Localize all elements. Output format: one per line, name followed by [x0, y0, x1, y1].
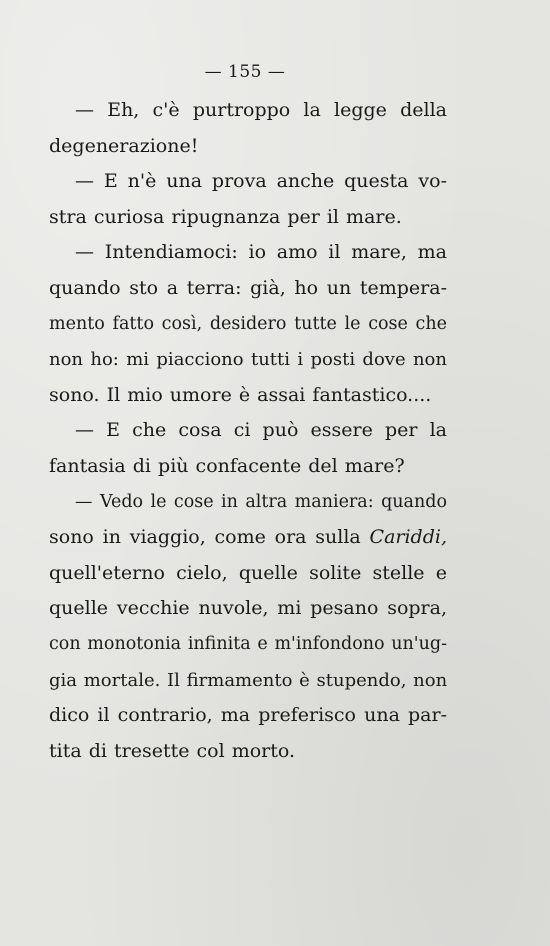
- text-line: mento fatto così, desidero tutte le cose che: [49, 313, 447, 334]
- text-line: — Intendiamoci: io amo il mare, ma: [75, 241, 447, 264]
- text-line: [49, 520, 447, 556]
- text-line: — Vedo le cose in altra maniera: quando: [75, 491, 447, 512]
- ship-name: Cariddi,: [369, 526, 447, 549]
- text-line: quando sto a terra: già, ho un tempera-: [49, 276, 447, 299]
- text-line: con monotonia infinita e m'infondono un'ug-: [49, 633, 447, 654]
- text-line: — E che cosa ci può essere per la: [75, 419, 447, 442]
- text-segment: sono in viaggio, come ora sulla: [49, 526, 370, 549]
- text-line: — Eh, c'è purtroppo la legge della: [75, 99, 447, 121]
- text-line: degenerazione!: [49, 134, 199, 157]
- text-line: fantasia di più confacente del mare?: [49, 454, 405, 477]
- page-number: — 155 —: [204, 62, 286, 82]
- body-text: [49, 93, 447, 769]
- text-line: dico il contrario, ma preferisco una par-: [49, 704, 447, 727]
- text-line: quell'eterno cielo, quelle solite stelle e: [49, 561, 447, 584]
- text-line: — E n'è una prova anche questa vo-: [75, 170, 447, 193]
- text-line: quelle vecchie nuvole, mi pesano sopra,: [49, 597, 447, 620]
- text-line: tita di tresette col morto.: [49, 739, 296, 762]
- text-line: non ho: mi piacciono tutti i posti dove non: [49, 349, 447, 371]
- text-line: stra curiosa ripugnanza per il mare.: [49, 205, 402, 228]
- text-line: gia mortale. Il firmamento è stupendo, non: [49, 669, 448, 691]
- text-line: sono. Il mio umore è assai fantastico....: [49, 383, 432, 406]
